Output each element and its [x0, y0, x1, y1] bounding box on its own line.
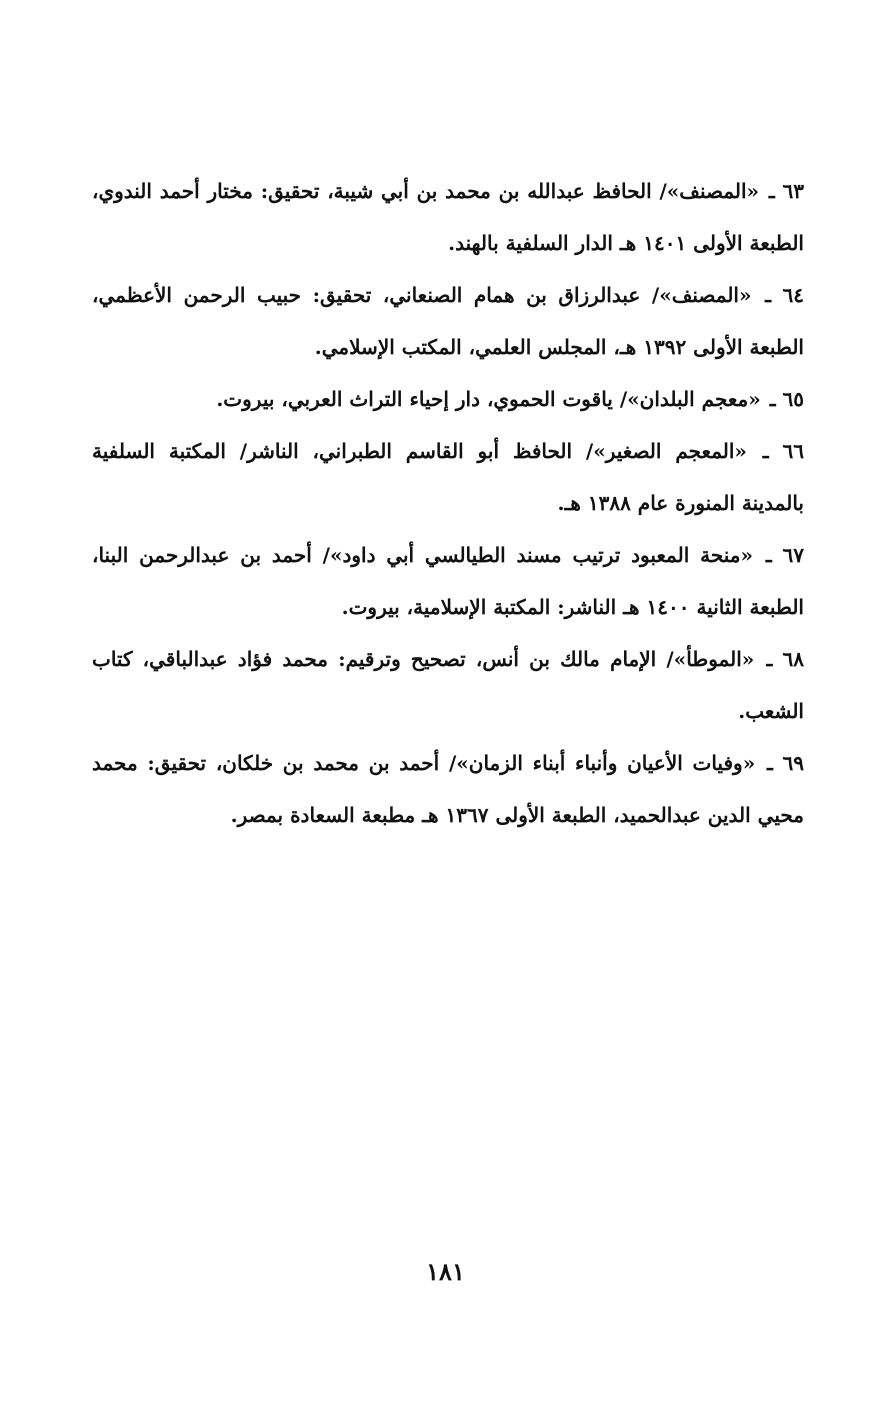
entry-number: ٦٧ ـ	[765, 543, 804, 567]
entry-text: «منحة المعبود ترتيب مسند الطيالسي أبي داود»/ أحمد بن عبدالرحمن البنا، الطبعة الثانية ١٤٠٠ هـ الناشر: المكتبة الإسلامية، بيروت.	[92, 543, 804, 619]
bibliography-entry	[92, 165, 804, 269]
entry-text: «الموطأ»/ الإمام مالك بن أنس، تصحيح وترقيم: محمد فؤاد عبدالباقي، كتاب الشعب.	[92, 647, 804, 723]
bibliography-entry	[92, 737, 804, 841]
entry-number: ٦٣ ـ	[768, 179, 804, 203]
entry-number: ٦٥ ـ	[769, 387, 804, 411]
bibliography-entry	[92, 529, 804, 633]
bibliography-entry	[92, 633, 804, 737]
page-number: ١٨١	[426, 1257, 465, 1286]
bibliography-list	[92, 165, 804, 841]
entry-text: «المصنف»/ الحافظ عبدالله بن محمد بن أبي شيبة، تحقيق: مختار أحمد الندوي، الطبعة الأولى ١٤٠١ هـ الدار السلفية بالهند.	[92, 179, 804, 255]
bibliography-entry	[92, 425, 804, 529]
entry-text: «المعجم الصغير»/ الحافظ أبو القاسم الطبراني، الناشر/ المكتبة السلفية بالمدينة المنورة عام ١٣٨٨ هـ.	[92, 439, 804, 515]
bibliography-entry	[92, 269, 804, 373]
entry-number: ٦٩ ـ	[766, 751, 805, 775]
entry-number: ٦٤ ـ	[765, 283, 804, 307]
entry-text: «وفيات الأعيان وأنباء أبناء الزمان»/ أحمد بن محمد بن خلكان، تحقيق: محمد محيي الدين عبدالحميد، الطبعة الأولى ١٣٦٧ هـ مطبعة السعادة بمصر.	[92, 751, 804, 827]
bibliography-entry	[92, 373, 804, 425]
entry-text: «المصنف»/ عبدالرزاق بن همام الصنعاني، تحقيق: حبيب الرحمن الأعظمي، الطبعة الأولى ١٣٩٢ هـ، المجلس العلمي، المكتب الإسلامي.	[92, 283, 804, 359]
entry-number: ٦٦ ـ	[762, 439, 804, 463]
entry-number: ٦٨ ـ	[766, 647, 804, 671]
entry-text: «معجم البلدان»/ ياقوت الحموي، دار إحياء التراث العربي، بيروت.	[216, 387, 761, 411]
